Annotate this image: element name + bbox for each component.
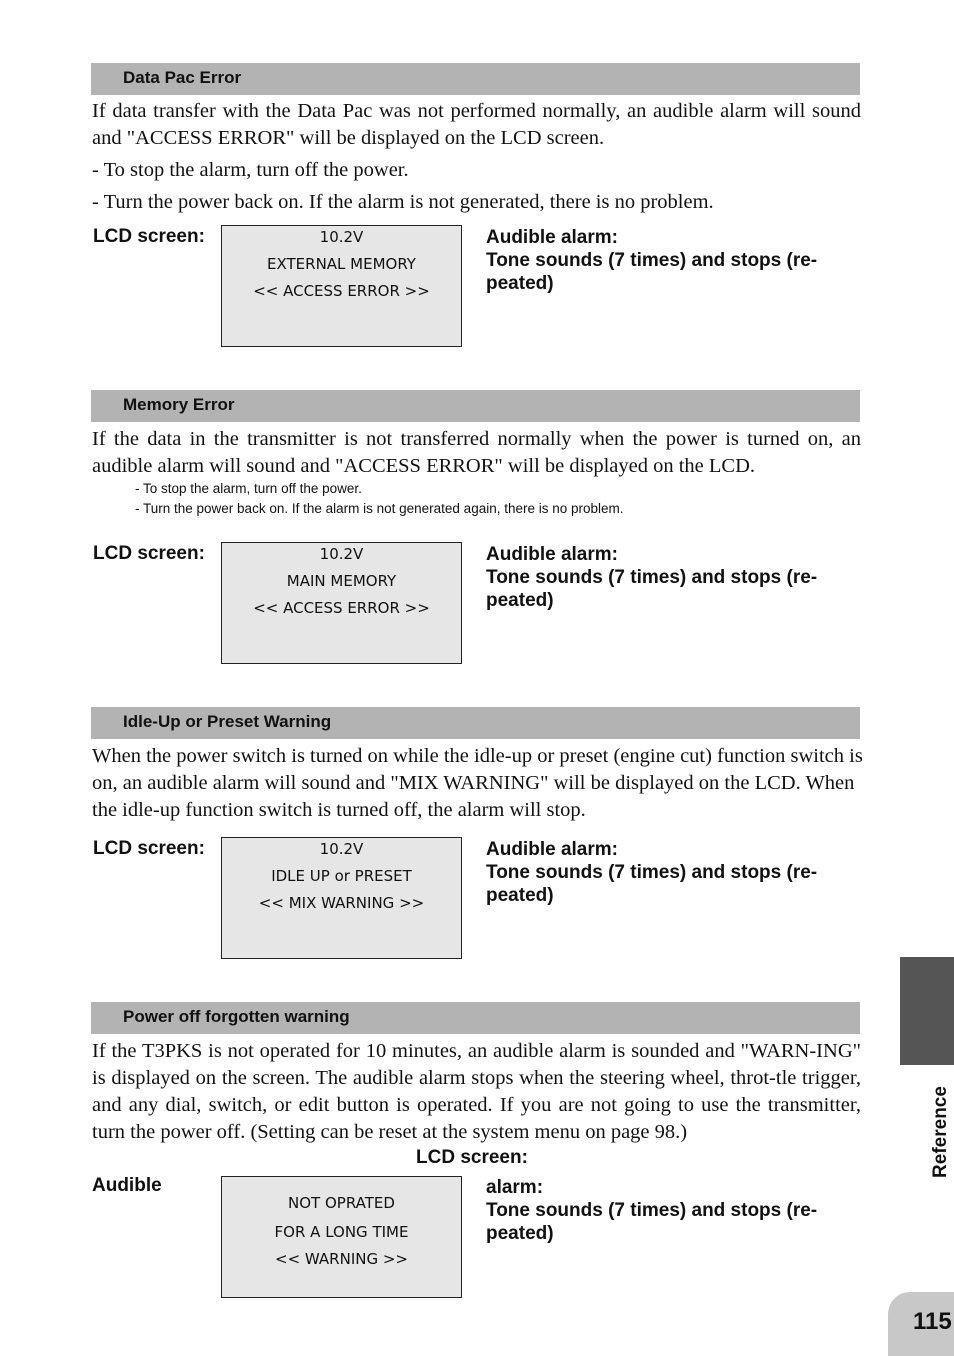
lcd-line: << ACCESS ERROR >> <box>253 599 430 617</box>
lcd-line: 10.2V <box>319 545 364 563</box>
lcd-screen-label: LCD screen: <box>416 1147 528 1168</box>
lcd-screen <box>221 1176 462 1298</box>
paragraph: - Turn the power back on. If the alarm is not generated, there is no problem. <box>92 191 714 213</box>
audible-alarm-text: Tone sounds (7 times) and stops (re-peated) <box>486 1200 818 1244</box>
lcd-line: 10.2V <box>319 228 364 246</box>
audible-alarm-title: Audible alarm: <box>486 839 618 860</box>
lcd-screen <box>221 225 462 347</box>
audible-alarm-text: Tone sounds (7 times) and stops (re-peated) <box>486 862 818 906</box>
lcd-line: IDLE UP or PRESET <box>271 867 412 885</box>
audible-alarm-text: Tone sounds (7 times) and stops (re-peated) <box>486 250 818 294</box>
section-title-data-pac-error: Data Pac Error <box>91 63 860 95</box>
audible-alarm-title: alarm: <box>486 1177 544 1198</box>
audible-alarm-block <box>486 226 866 295</box>
paragraph: If the T3PKS is not operated for 10 minutes, an audible alarm is sounded and "WARN-ING" is displayed on the screen. The audible alarm stops when the steering wheel, throt-tle trigger, and any dial, switch, or edit button is operated. If you are not going to use the transmitter, turn the power off. (Setting can be reset at the system menu on page 98.) <box>92 1040 861 1143</box>
audible-alarm-block <box>486 543 866 612</box>
audible-alarm-block <box>486 1176 866 1245</box>
note: - To stop the alarm, turn off the power. <box>135 481 362 496</box>
lcd-line: << MIX WARNING >> <box>258 894 425 912</box>
lcd-line: EXTERNAL MEMORY <box>267 255 416 273</box>
paragraph: If the data in the transmitter is not transferred normally when the power is turned on, an audible alarm will sound and "ACCESS ERROR" will be displayed on the LCD. <box>92 428 861 477</box>
lcd-screen-label: LCD screen: <box>93 226 205 247</box>
lcd-line: << WARNING >> <box>275 1250 408 1268</box>
audible-word: Audible <box>92 1175 162 1196</box>
note: - Turn the power back on. If the alarm is not generated again, there is no problem. <box>135 501 624 516</box>
lcd-screen-label: LCD screen: <box>93 838 205 859</box>
lcd-screen <box>221 542 462 664</box>
audible-alarm-title: Audible alarm: <box>486 544 618 565</box>
lcd-line: << ACCESS ERROR >> <box>253 282 430 300</box>
lcd-line: NOT OPRATED <box>288 1194 395 1212</box>
page-number: 115 <box>913 1308 952 1335</box>
lcd-screen-label: LCD screen: <box>93 543 205 564</box>
paragraph: When the power switch is turned on while the idle-up or preset (engine cut) function switch is on, an audible alarm will sound and "MIX WARNING" will be displayed on the LCD. When the idle-up function switch is turned off, the alarm will stop. <box>92 745 863 821</box>
lcd-screen <box>221 837 462 959</box>
audible-alarm-title: Audible alarm: <box>486 227 618 248</box>
lcd-line: FOR A LONG TIME <box>274 1223 409 1241</box>
reference-tab-marker <box>900 957 954 1065</box>
audible-alarm-block <box>486 838 866 907</box>
lcd-line: 10.2V <box>319 840 364 858</box>
paragraph: If data transfer with the Data Pac was not performed normally, an audible alarm will sound and "ACCESS ERROR" will be displayed on the LCD screen. <box>92 100 861 149</box>
paragraph: - To stop the alarm, turn off the power. <box>92 159 409 181</box>
section-title-memory-error: Memory Error <box>91 390 860 422</box>
reference-tab-label: Reference <box>930 1086 951 1178</box>
section-title-idle-up-warning: Idle-Up or Preset Warning <box>91 707 860 739</box>
lcd-line: MAIN MEMORY <box>286 572 397 590</box>
audible-alarm-text: Tone sounds (7 times) and stops (re-peated) <box>486 567 818 611</box>
section-title-power-off-warning: Power off forgotten warning <box>91 1002 860 1034</box>
